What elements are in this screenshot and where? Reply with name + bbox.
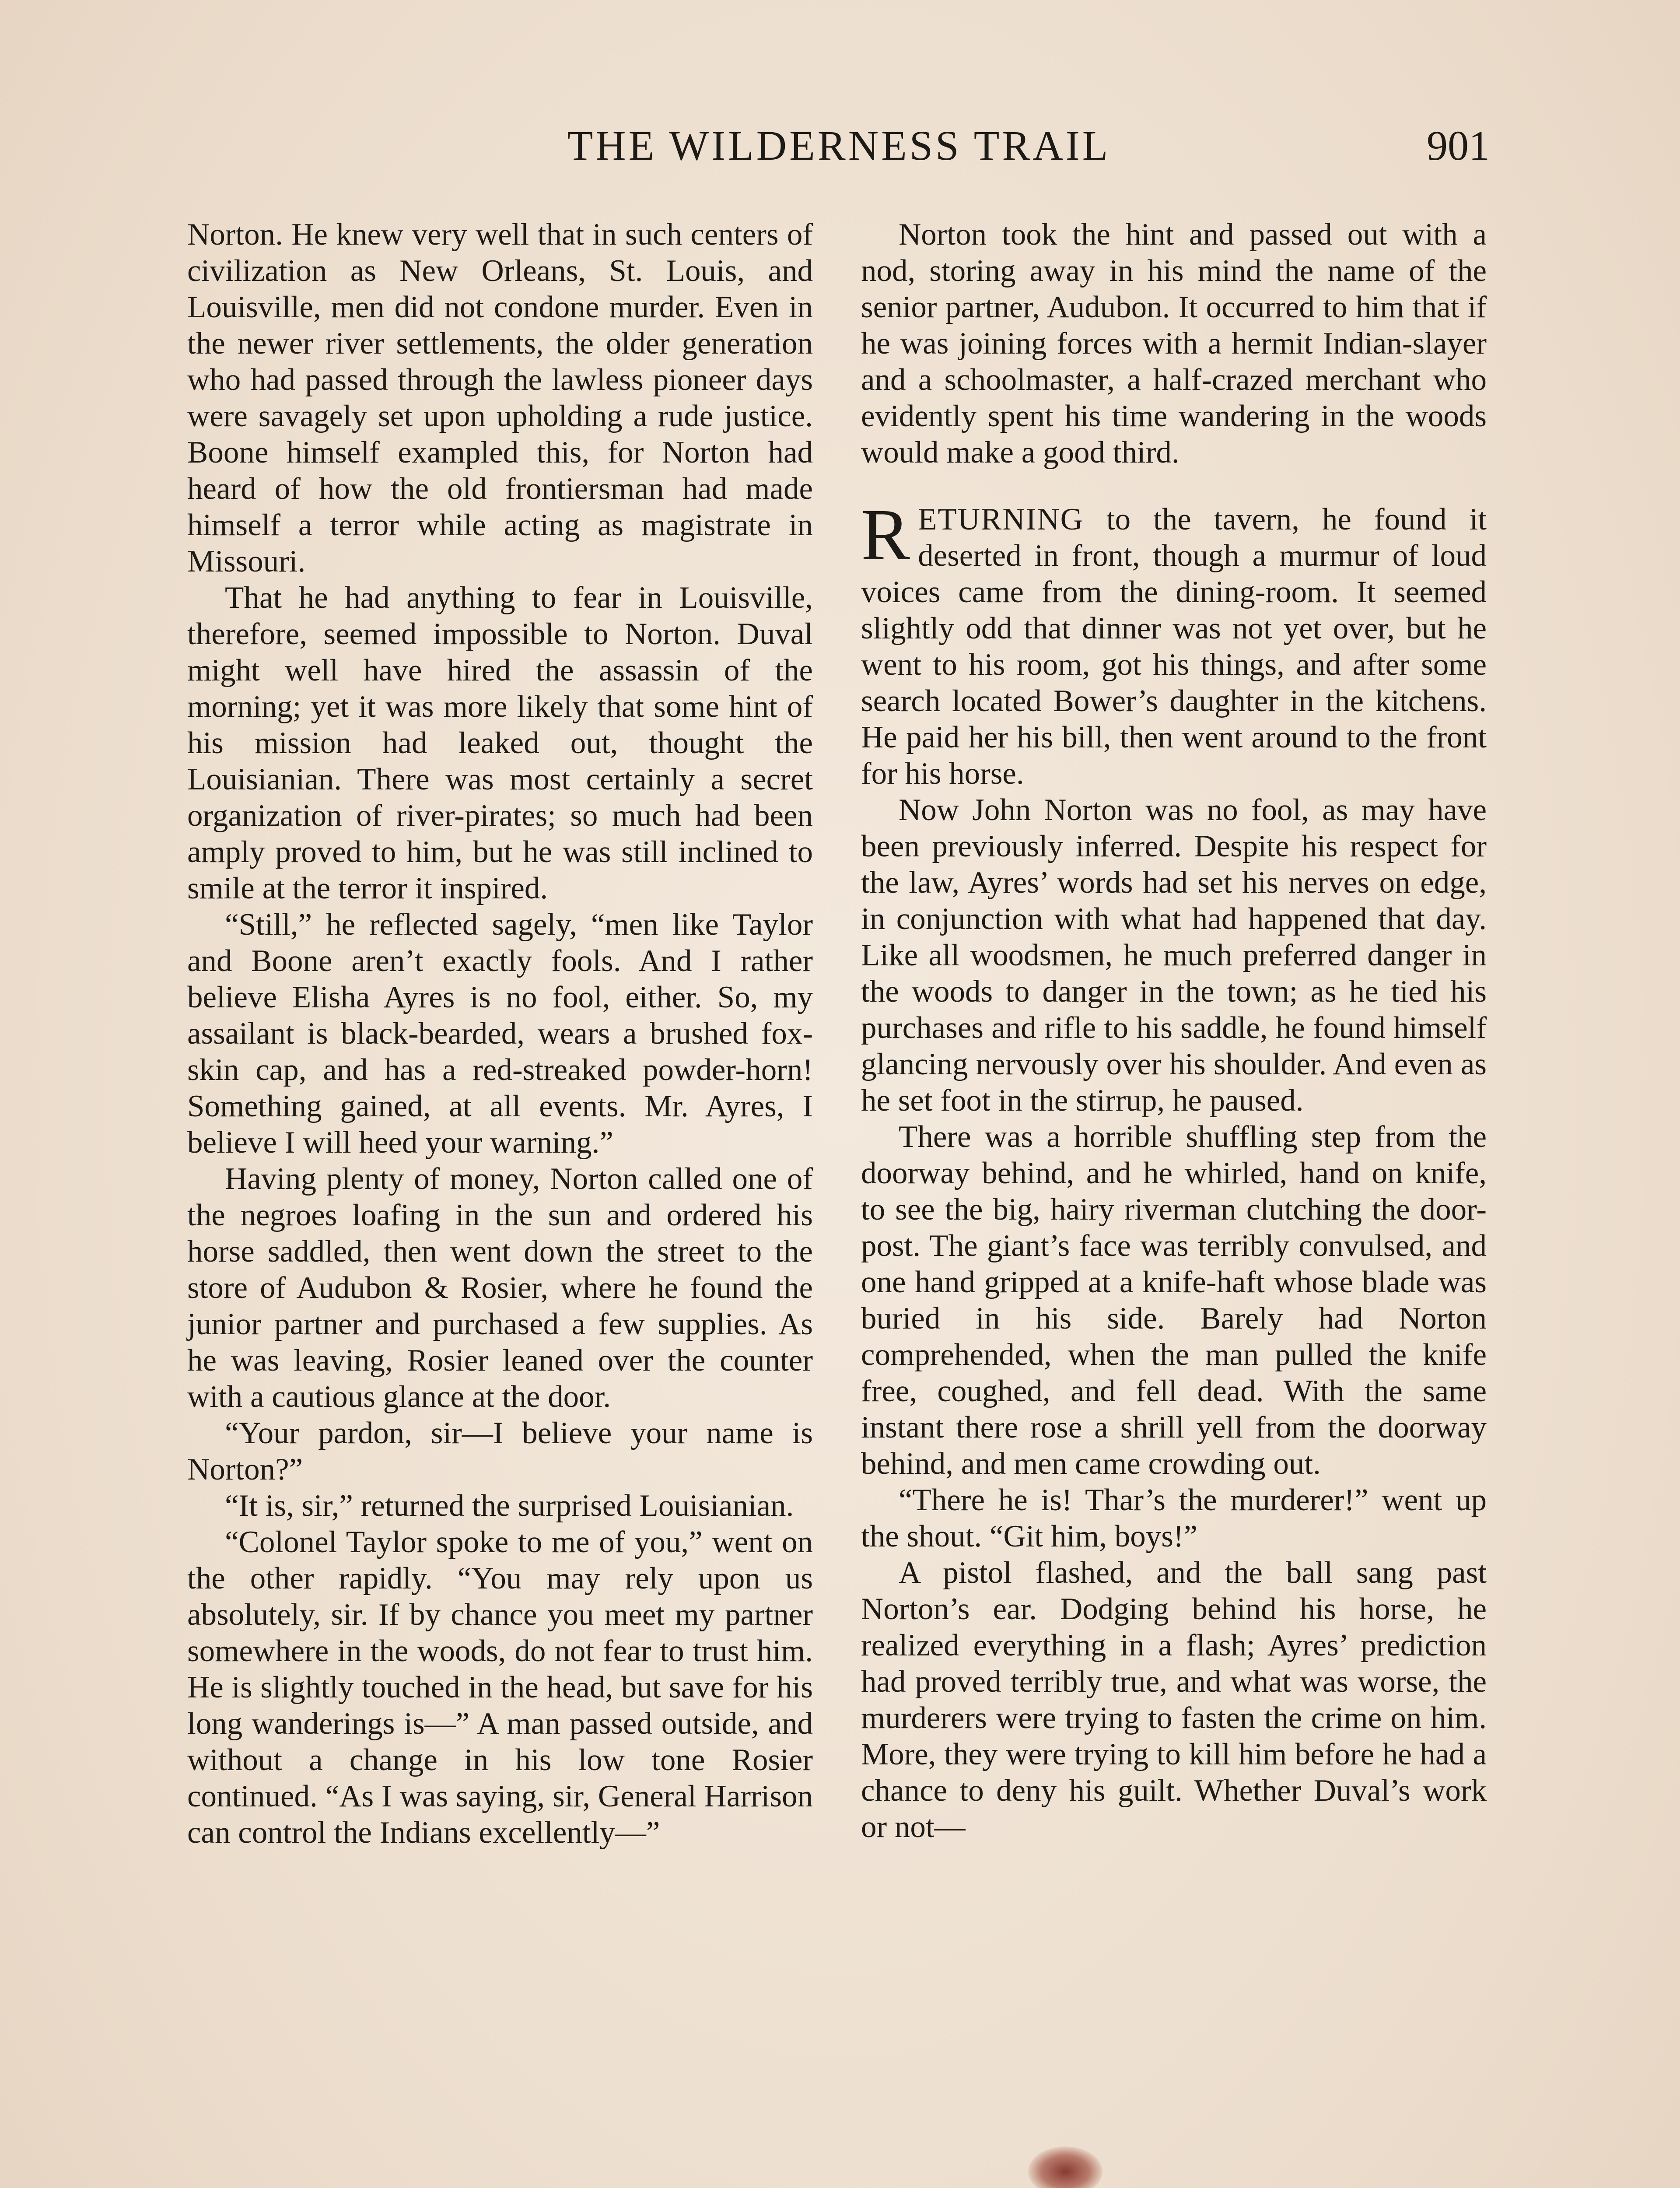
small-caps-lead: ETURNING	[918, 502, 1084, 536]
paragraph: “Still,” he reflected sagely, “men like Taylor and Boone aren’t exactly fools. And I rather believe Elisha Ayres is no fool, either. So, my assailant is black-bearded, wears a brushed fox-skin cap, and has a red-streaked powder-horn! Something gained, at all events. Mr. Ayres, I believe I will heed your warning.”	[187, 908, 813, 1160]
running-head: THE WILDERNESS TRAIL	[567, 122, 1111, 169]
page-number: 901	[1427, 122, 1490, 169]
right-column	[861, 217, 1487, 1845]
paragraph: “Colonel Taylor spoke to me of you,” went on the other rapidly. “You may rely upon us absolutely, sir. If by chance you meet my partner somewhere in the woods, do not fear to trust him. He is slightly touched in the head, but save for his long wanderings is—” A man passed outside, and without a change in his low tone Rosier continued. “As I was saying, sir, General Harrison can control the Indians excellently—”	[187, 1525, 813, 1850]
ink-stain	[1028, 2146, 1102, 2188]
left-column	[187, 217, 813, 1851]
paragraph: Norton. He knew very well that in such centers of civilization as New Orleans, St. Louis, and Louisville, men did not condone murder. Even in the newer river settlements, the older generation who had passed through the lawless pioneer days were savagely set upon upholding a rude justice. Boone himself exampled this, for Norton had heard of how the old frontiersman had made himself a terror while acting as magistrate in Missouri.	[187, 217, 813, 579]
paragraph: Norton took the hint and passed out with a nod, storing away in his mind the name of the senior partner, Audubon. It occurred to him that if he was joining forces with a hermit Indian-slayer and a schoolmaster, a half-crazed merchant who evidently spent his time wandering in the woods would make a good third.	[861, 217, 1487, 470]
paragraph: “There he is! Thar’s the murderer!” went up the shout. “Git him, boys!”	[861, 1483, 1487, 1553]
paragraph-text: to the tavern, he found it deserted in front, though a murmur of loud voices came from the dining-room. It seemed slightly odd that dinner was not yet over, but he went to his room, got his things, and after some search located Bower’s daughter in the kitchens. He paid her his bill, then went around to the front for his horse.	[861, 502, 1487, 791]
paragraph: “It is, sir,” returned the surprised Louisianian.	[225, 1489, 794, 1523]
paragraph: Having plenty of money, Norton called one of the negroes loafing in the sun and ordered his horse saddled, then went down the street to the store of Audubon & Rosier, where he found the junior partner and purchased a few supplies. As he was leaving, Rosier leaned over the counter with a cautious glance at the door.	[187, 1162, 813, 1414]
paragraph: Now John Norton was no fool, as may have been previously inferred. Despite his respect for the law, Ayres’ words had set his nerves on edge, in conjunction with what had happened that day. Like all woodsmen, he much preferred danger in the woods to danger in the town; as he tied his purchases and rifle to his saddle, he found himself glancing nervously over his shoulder. And even as he set foot in the stirrup, he paused.	[861, 793, 1487, 1118]
paragraph: That he had anything to fear in Louisville, therefore, seemed impossible to Norton. Duval might well have hired the assassin of the morning; yet it was more likely that some hint of his mission had leaked out, thought the Louisianian. There was most certainly a secret organization of river-pirates; so much had been amply proved to him, but he was still inclined to smile at the terror it inspired.	[187, 581, 813, 905]
paragraph: “Your pardon, sir—I believe your name is Norton?”	[187, 1416, 813, 1487]
drop-cap: R	[861, 494, 910, 575]
paragraph: There was a horrible shuffling step from the doorway behind, and he whirled, hand on knife, to see the big, hairy riverman clutching the door-post. The giant’s face was terribly convulsed, and one hand gripped at a knife-haft whose blade was buried in his side. Barely had Norton comprehended, when the man pulled the knife free, coughed, and fell dead. With the same instant there rose a shrill yell from the doorway behind, and men came crowding out.	[861, 1120, 1487, 1481]
paragraph: A pistol flashed, and the ball sang past Norton’s ear. Dodging behind his horse, he realized everything in a flash; Ayres’ prediction had proved terribly true, and what was worse, the murderers were trying to fasten the crime on him. More, they were trying to kill him before he had a chance to deny his guilt. Whether Duval’s work or not—	[861, 1556, 1487, 1844]
section-opening-paragraph	[861, 494, 1487, 792]
page-header	[188, 122, 1490, 170]
